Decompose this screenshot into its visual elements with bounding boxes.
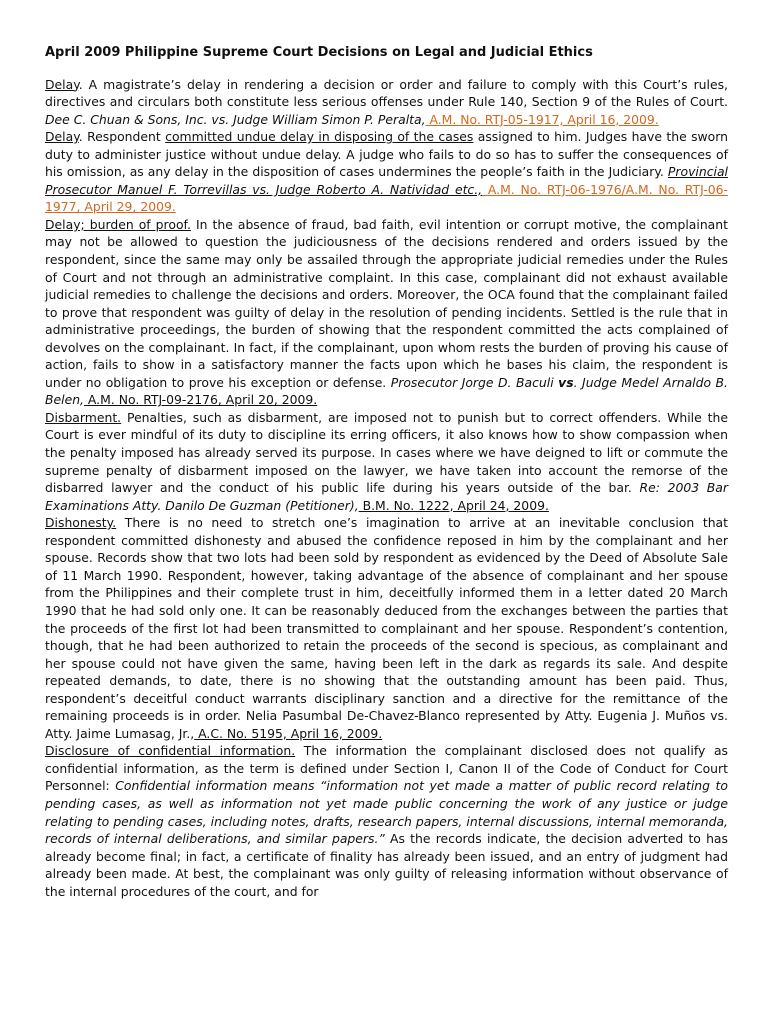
paragraph-text: assigned to him. Judges have the sworn duty to administer justice without undue delay. A judge who fails to do so has to suffer the consequences of his omission, as any delay in the disposition of cases undermines the people’s faith in the Judiciary. [45, 129, 728, 180]
case-citation: B.M. No. 1222, April 24, 2009. [358, 497, 549, 513]
paragraph-text: As the records indicate, the decision adverted to has already become final; in fact, a certificate of finality has already been issued, and an entry of judgment had already been made. At best, the complainant was only guilty of releasing information without observance of the internal procedures of the court, and for [45, 831, 728, 899]
paragraph-text: The information the complainant disclosed does not qualify as confidential information, as the term is defined under Section I, Canon II of the Code of Conduct for Court Personnel: [45, 743, 729, 794]
paragraph-disclosure [45, 742, 728, 900]
paragraph-text: There is no need to stretch one’s imagination to arrive at an inevitable conclusion that respondent committed dishonesty and abused the confidence reposed in him by the complainant and her spouse. Records show that two lots had been sold by respondent as evidenced by the Deed of Absolute Sale of 11 March 1990. Respondent, however, taking advantage of the absence of complainant and her spouse from the Philippines and their complete trust in him, deceitfully informed them in a letter dated 20 March 1990 that he had sold only one. It can be reasonably deduced from the exchanges between the parties that the proceeds of the first lot had been transmitted to complainant and her spouse. Respondent’s contention, though, that he had been authorized to retain the proceeds of the second is specious, as complainant and her spouse could not have given the same, having been left in the dark as regards its sale. And despite repeated demands, to date, there is no showing that the outstanding amount has been paid. Thus, respondent’s deceitful conduct warrants disciplinary sanction and a directive for the remittance of the remaining proceeds is in order. Nelia Pasumbal De-Chavez-Blanco represented by Atty. Eugenia J. Muños vs. Atty. Jaime Lumasag, Jr., [45, 515, 728, 741]
heading-disbarment: Disbarment. [45, 409, 122, 425]
case-title: Provincial Prosecutor Manuel F. Torrevillas vs. Judge Roberto A. Natividad etc., [45, 164, 728, 197]
paragraph-delay-burden-of-proof [45, 216, 728, 409]
paragraph-dishonesty [45, 514, 728, 742]
case-title: Prosecutor Jorge D. Baculi [390, 374, 559, 390]
case-citation: A.M. No. RTJ-09-2176, April 20, 2009. [83, 392, 318, 408]
paragraph-text: . A magistrate’s delay in rendering a decision or order and failure to comply with this Court’s rules, directives and circulars both constitute less serious offenses under Rule 140, Section 9 of the Rules of Court. [45, 76, 728, 110]
case-citation-link[interactable]: A.M. No. RTJ-05-1917, April 16, 2009. [425, 111, 659, 127]
heading-delay: Delay [45, 76, 79, 92]
paragraph-text: Penalties, such as disbarment, are imposed not to punish but to correct offenders. While the Court is ever mindful of its duty to discipline its erring officers, it also knows how to show compassion when the penalty imposed has already served its purpose. In cases where we have deigned to lift or commute the supreme penalty of disbarment imposed on the lawyer, we have taken into account the remorse of the disbarred lawyer and the conduct of his public life during his years outside of the bar. [45, 409, 728, 496]
paragraph-text: In the absence of fraud, bad faith, evil intention or corrupt motive, the complainant may not be allowed to question the judiciousness of the decisions rendered and orders issued by the respondent, since the same may only be assailed through the appropriate judicial remedies under the Rules of Court and not through an administrative complaint. In this case, complainant did not exhaust available judicial remedies to challenge the decisions and orders. Moreover, the OCA found that the complainant failed to prove that respondent was guilty of delay in the resolution of pending incidents. Settled is the rule that in administrative proceedings, the burden of showing that the respondent committed the acts complained of devolves on the complainant. In fact, if the complainant, upon whom rests the burden of proving his cause of action, fails to show in a satisfactory manner the facts upon which he bases his claim, the respondent is under no obligation to prove his exception or defense. [45, 216, 728, 390]
document-title: April 2009 Philippine Supreme Court Decisions on Legal and Judicial Ethics [45, 45, 593, 60]
case-vs: vs [558, 374, 574, 390]
paragraph-delay [45, 76, 728, 129]
heading-delay-burden: Delay; burden of proof. [45, 216, 191, 232]
heading-disclosure: Disclosure of confidential information. [45, 743, 296, 759]
case-citation: A.C. No. 5195, April 16, 2009. [194, 725, 383, 741]
quoted-definition: Confidential information means “information not yet made a matter of public record relating to pending cases, as well as information not yet made public concerning the work of any justice or judge relating to pending cases, including notes, drafts, research papers, internal discussions, internal memoranda, records of internal deliberations, and similar papers.” [45, 778, 728, 847]
underlined-phrase: committed undue delay in disposing of the cases [165, 129, 474, 145]
case-title: Re: 2003 Bar Examinations Atty. Danilo De Guzman (Petitioner), [45, 480, 728, 513]
paragraph-disbarment [45, 409, 728, 514]
case-title: . Judge Medel Arnaldo B. Belen, [45, 374, 728, 408]
paragraph-delay-2 [45, 128, 728, 216]
heading-delay: Delay [45, 129, 79, 145]
heading-dishonesty: Dishonesty. [45, 515, 117, 531]
case-citation-link[interactable]: A.M. No. RTJ-06-1976/A.M. No. RTJ-06-1977, April 29, 2009. [45, 181, 728, 215]
paragraph-text: . Respondent [78, 129, 166, 145]
case-title: Dee C. Chuan & Sons, Inc. vs. Judge William Simon P. Peralta, [45, 111, 426, 127]
